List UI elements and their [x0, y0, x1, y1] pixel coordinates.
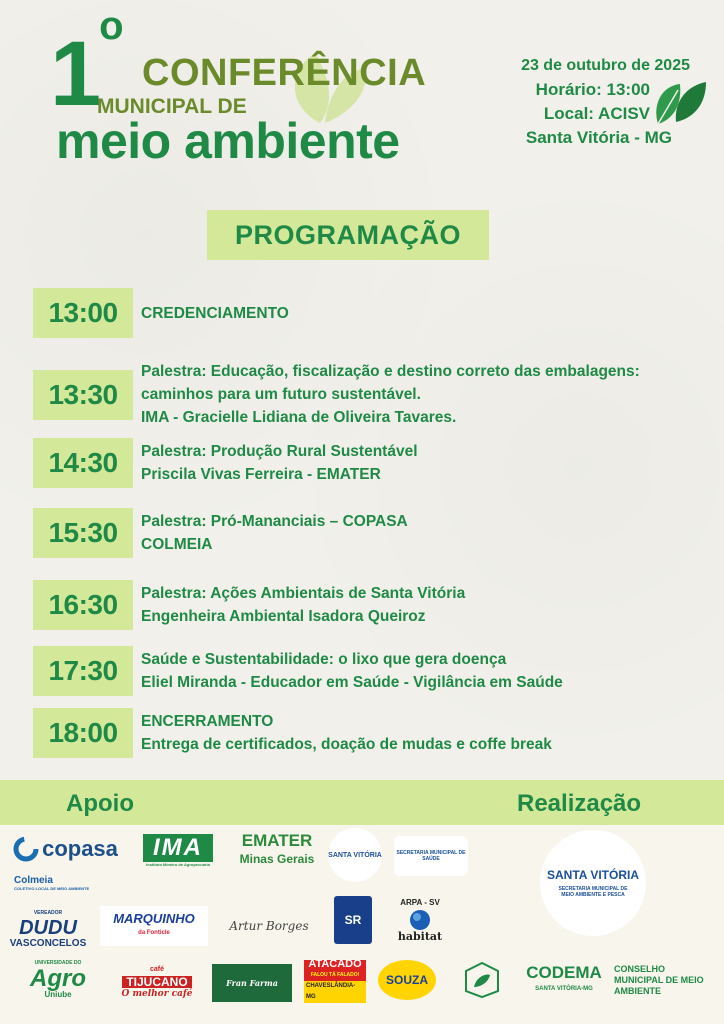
event-place: Local: ACISV: [543, 104, 650, 123]
schedule-line: Saúde e Sustentabilidade: o lixo que gera doença: [141, 651, 507, 668]
schedule-line: ENCERRAMENTO: [141, 713, 274, 730]
codema-emblem: [460, 960, 504, 1000]
atacado-logo: [304, 960, 366, 1002]
atacado-city: CHAVESLÂNDIA-MG: [304, 981, 366, 1003]
schedule-row: [33, 288, 289, 338]
ima-text: IMA: [143, 834, 213, 862]
schedule-time: 16:30: [33, 580, 133, 630]
atacado-text: ATACADO: [308, 958, 362, 970]
schedule-line: CREDENCIAMENTO: [141, 304, 289, 322]
emater-text: EMATER: [241, 831, 313, 850]
emater-subtext: Minas Gerais: [239, 852, 315, 866]
conselho-text: CONSELHO MUNICIPAL DE MEIO AMBIENTE: [614, 963, 704, 996]
emater-logo: [236, 832, 318, 868]
schedule-row: [33, 360, 640, 429]
cafe-subtext: O melhor café: [121, 989, 193, 999]
schedule-line: IMA - Gracielle Lidiana de Oliveira Tavares.: [141, 409, 457, 426]
schedule-line: Palestra: Ações Ambientais de Santa Vitória: [141, 585, 466, 602]
artur-borges-logo: [220, 906, 318, 946]
atacado-subtext: FALOU TÁ FALADO!: [310, 972, 360, 978]
title-number: 1$^o$: [50, 4, 120, 125]
schedule-line: Eliel Miranda - Educador em Saúde - Vigilância em Saúde: [141, 674, 563, 691]
marquinho-subtext: da Fonticle: [138, 930, 170, 936]
schedule-line: Engenheira Ambiental Isadora Queiroz: [141, 608, 426, 625]
agro-subtext: Uniube: [44, 990, 72, 999]
title-conferencia: CONFERÊNCIA: [142, 52, 427, 94]
title-meio-ambiente: meio ambiente: [56, 113, 400, 169]
apoio-heading: Apoio: [66, 790, 134, 817]
copasa-text: copasa: [42, 836, 118, 861]
schedule-row: [33, 438, 418, 488]
agro-uniube-logo: [12, 958, 104, 1000]
schedule-description: [141, 710, 552, 756]
schedule-description: [141, 440, 418, 486]
schedule-time: 13:00: [33, 288, 133, 338]
schedule-description: [141, 510, 408, 556]
realizacao-seal: [540, 830, 646, 936]
schedule-description: [141, 302, 289, 325]
schedule-row: [33, 646, 563, 696]
schedule-row: [33, 508, 408, 558]
schedule-description: [141, 582, 465, 628]
artur-text: Artur Borges: [229, 919, 309, 933]
dudu-text: DUDU: [19, 916, 77, 939]
colmeia-subtext: COLETIVO LOCAL DE MEIO AMBIENTE: [14, 886, 90, 891]
programacao-heading: PROGRAMAÇÃO: [207, 210, 489, 260]
ima-logo: [138, 830, 218, 870]
event-time: Horário: 13:00: [535, 80, 650, 99]
agro-top-text: UNIVERSIDADE DO: [34, 960, 82, 966]
realizacao-heading: Realização: [517, 790, 642, 817]
habitat-text: habitat: [397, 930, 443, 943]
schedule-time: 18:00: [33, 708, 133, 758]
schedule-time: 15:30: [33, 508, 133, 558]
schedule-row: [33, 580, 465, 630]
globe-icon: [409, 909, 431, 931]
conselho-text-block: [614, 964, 712, 996]
dudu-subtext: VASCONCELOS: [9, 937, 87, 949]
schedule-time: 14:30: [33, 438, 133, 488]
leaves-icon: [652, 74, 708, 130]
arpa-habitat-logo: [394, 892, 446, 948]
sr-logo: SR: [334, 896, 372, 944]
fran-farma-logo: [212, 964, 292, 1002]
codema-emblem-icon: [462, 961, 502, 999]
schedule-line: Palestra: Pró-Mananciais – COPASA: [141, 513, 408, 530]
copasa-logo: [8, 832, 123, 866]
schedule-time: 17:30: [33, 646, 133, 696]
cafe-tijucano-logo: [116, 962, 198, 1002]
marquinho-logo: [100, 906, 208, 946]
schedule-description: [141, 360, 640, 429]
realizacao-sub-text: SECRETARIA MUNICIPAL DE MEIO AMBIENTE E PESCA: [558, 886, 628, 898]
schedule-description: [141, 648, 563, 694]
saude-logo: [394, 836, 468, 876]
santa-vitoria-logo: [328, 828, 382, 882]
codema-logo: [516, 964, 612, 998]
dudu-logo: [10, 908, 86, 948]
schedule-row: [33, 708, 552, 758]
colmeia-text: Colmeia: [14, 875, 53, 886]
cafe-top-text: café: [149, 966, 164, 973]
schedule-line: Priscila Vivas Ferreira - EMATER: [141, 466, 381, 483]
schedule-line: caminhos para um futuro sustentável.: [141, 386, 421, 403]
schedule-line: Entrega de certificados, doação de mudas e coffe break: [141, 736, 552, 753]
codema-text: CODEMA: [526, 963, 602, 982]
dudu-top-text: VEREADOR: [33, 909, 63, 916]
schedule-line: Palestra: Produção Rural Sustentável: [141, 443, 418, 460]
saude-text: SECRETARIA MUNICIPAL DE SAÚDE: [396, 850, 466, 862]
agro-text: Agro: [30, 965, 86, 992]
schedule-line: COLMEIA: [141, 536, 213, 553]
copasa-icon: [13, 836, 39, 862]
souza-text: SOUZA: [386, 973, 428, 987]
schedule-line: Palestra: Educação, fiscalização e destino correto das embalagens:: [141, 363, 640, 380]
colmeia-logo: [14, 868, 94, 898]
realizacao-sv-text: SANTA VITÓRIA: [547, 868, 639, 882]
santa-vitoria-text: SANTA VITÓRIA: [328, 851, 382, 859]
fran-text: Fran Farma: [226, 978, 278, 988]
event-date: 23 de outubro de 2025: [521, 57, 690, 74]
title-municipal: MUNICIPAL DE: [97, 95, 247, 118]
codema-subtext: SANTA VITÓRIA-MG: [535, 986, 593, 992]
event-city: Santa Vitória - MG: [525, 128, 672, 147]
marquinho-text: MARQUINHO: [113, 911, 195, 926]
souza-logo: [378, 960, 436, 1000]
arpa-text: ARPA - SV: [400, 898, 440, 907]
cafe-text: TIJUCANO: [122, 976, 191, 988]
schedule-time: 13:30: [33, 370, 133, 420]
ima-subtext: Instituto Mineiro de Agropecuária: [146, 861, 210, 867]
